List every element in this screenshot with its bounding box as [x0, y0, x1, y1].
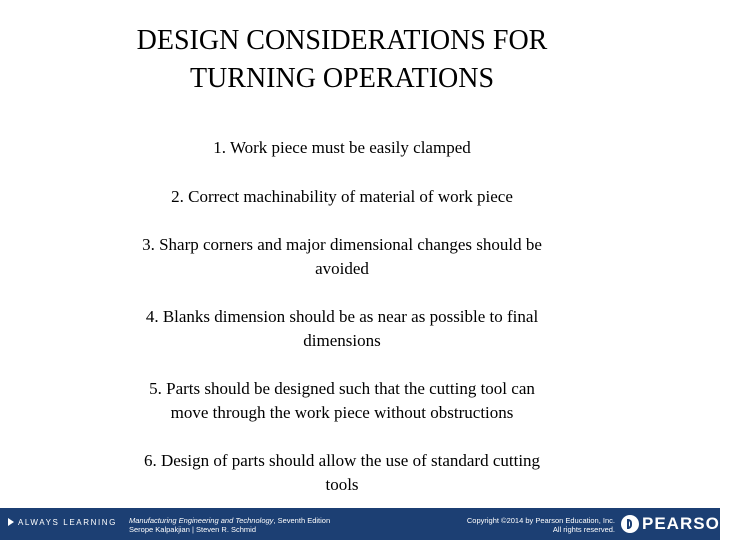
- copyright-notice: [395, 516, 615, 534]
- footer-tagline: [8, 518, 117, 527]
- slide-title-line1: DESIGN CONSIDERATIONS FOR: [136, 25, 548, 56]
- pearson-logo-icon: [621, 515, 639, 533]
- list-item: [90, 233, 594, 281]
- list-item-line2: tools: [325, 475, 359, 494]
- list-item-line1: 5. Parts should be designed such that the cutting tool can: [149, 379, 535, 398]
- slide-title-line2: TURNING OPERATIONS: [189, 63, 495, 94]
- list-item-line2: move through the work piece without obstructions: [170, 403, 514, 422]
- arrow-icon: [8, 518, 14, 526]
- list-item: [90, 377, 594, 425]
- book-title: Manufacturing Engineering and Technology: [129, 516, 274, 525]
- list-item-line2: dimensions: [303, 331, 381, 350]
- list-item: [90, 136, 594, 160]
- book-authors: Serope Kalpakjian | Steven R. Schmid: [129, 525, 257, 534]
- list-item: [90, 449, 594, 497]
- book-edition: , Seventh Edition: [273, 516, 331, 525]
- copyright-line1: Copyright ©2014 by Pearson Education, Inc.: [466, 516, 615, 525]
- footer-tagline-text: ALWAYS LEARNING: [18, 518, 117, 527]
- footer-bar: [0, 508, 733, 540]
- list-item-line2: avoided: [315, 259, 369, 278]
- list-item-line1: 2. Correct machinability of material of work piece: [171, 187, 513, 206]
- book-citation: [129, 516, 330, 534]
- list-item-line1: 1. Work piece must be easily clamped: [213, 138, 471, 157]
- list-item: [90, 185, 594, 209]
- pearson-logo-text: PEARSON: [642, 514, 733, 533]
- list-item-line1: 6. Design of parts should allow the use of standard cutting: [143, 451, 541, 470]
- list-item-line1: 4. Blanks dimension should be as near as possible to final: [145, 307, 539, 326]
- pearson-logo: [621, 513, 733, 535]
- list-item: [90, 305, 594, 353]
- copyright-line2: All rights reserved.: [552, 525, 615, 534]
- slide-title: [60, 22, 624, 98]
- list-item-line1: 3. Sharp corners and major dimensional changes should be: [142, 235, 542, 254]
